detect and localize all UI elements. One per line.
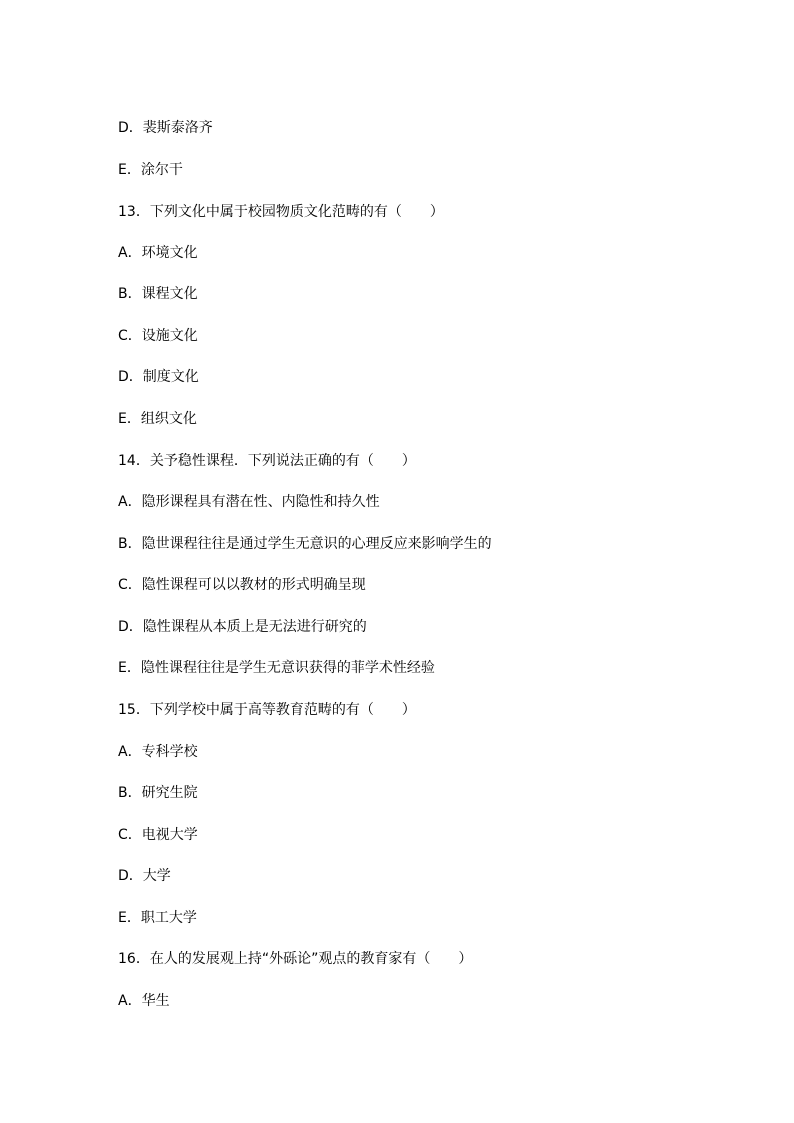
question-13: 13．下列文化中属于校园物质文化范畴的有（ ）	[118, 204, 444, 220]
option-a-q14: A．隐形课程具有潜在性、内隐性和持久性	[118, 494, 380, 510]
option-e-q12: E．涂尔干	[118, 162, 183, 178]
question-14: 14．关予稳性课程．下列说法正确的有（ ）	[118, 453, 416, 469]
option-d-q13: D．制度文化	[118, 369, 199, 385]
option-b-q14: B．隐世课程往往是通过学生无意识的心理反应来影响学生的	[118, 536, 492, 552]
option-a-q13: A．环境文化	[118, 245, 198, 261]
option-b-q15: B．研究生院	[118, 785, 198, 801]
option-e-q14: E．隐性课程往往是学生无意识获得的菲学术性经验	[118, 660, 435, 676]
question-16: 16．在人的发展观上持“外砾论”观点的教育家有（ ）	[118, 951, 473, 967]
option-d-q15: D．大学	[118, 868, 171, 884]
option-d-q14: D．隐性课程从本质上是无法进行研究的	[118, 619, 367, 635]
option-e-q15: E．职工大学	[118, 910, 197, 926]
option-a-q16: A．华生	[118, 993, 170, 1009]
option-e-q13: E．组织文化	[118, 411, 197, 427]
option-c-q14: C．隐性课程可以以教材的形式明确呈现	[118, 577, 366, 593]
question-15: 15．下列学校中属于高等教育范畴的有（ ）	[118, 702, 416, 718]
option-c-q13: C．设施文化	[118, 328, 198, 344]
option-d-q12: D．裴斯泰洛齐	[118, 120, 213, 136]
option-b-q13: B．课程文化	[118, 286, 198, 302]
option-a-q15: A．专科学校	[118, 744, 198, 760]
option-c-q15: C．电视大学	[118, 827, 198, 843]
